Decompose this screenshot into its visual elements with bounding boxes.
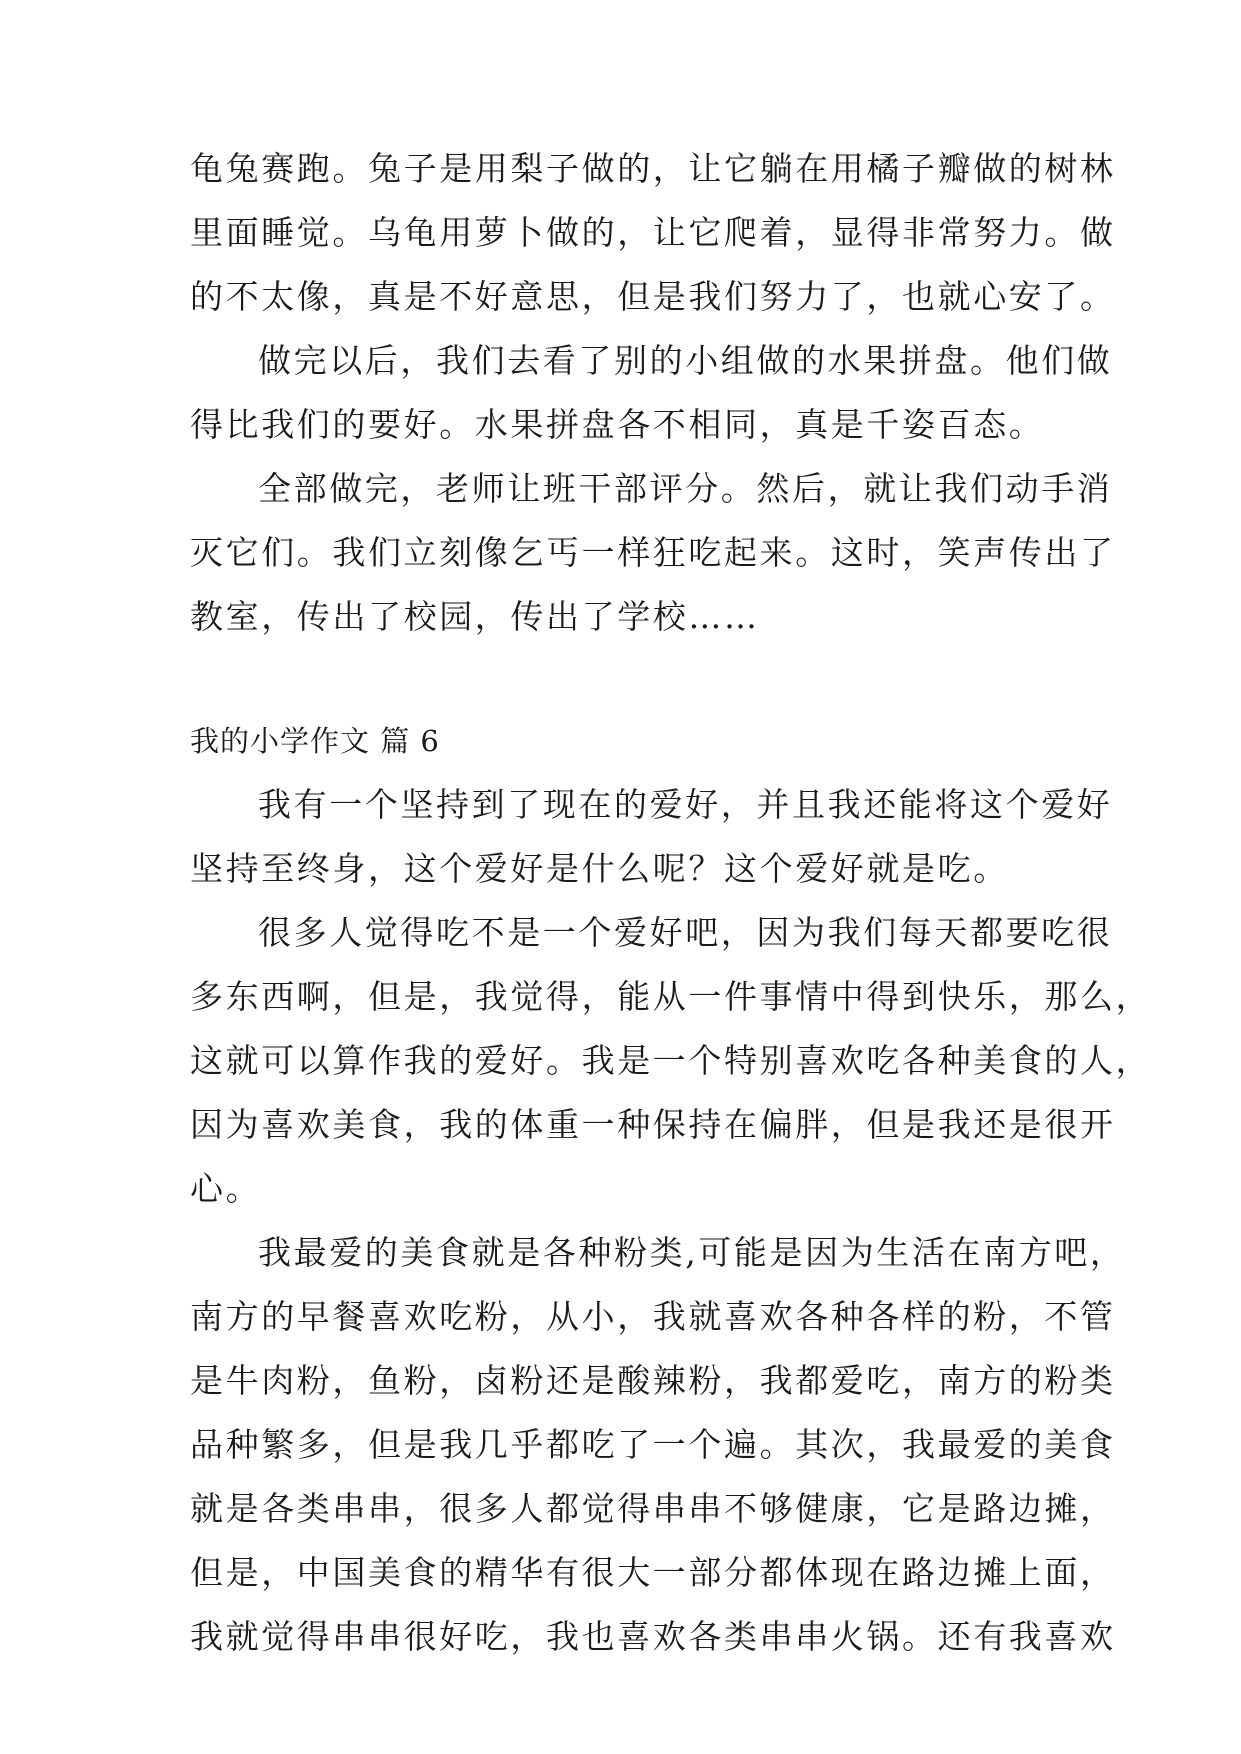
paragraph-line: 我有一个坚持到了现在的爱好，并且我还能将这个爱好 — [258, 785, 1113, 824]
paragraph-line: 灭它们。我们立刻像乞丐一样狂吃起来。这时，笑声传出了 — [190, 533, 1116, 572]
document-page — [190, 137, 1152, 1669]
paragraph-line: 我最爱的美食就是各种粉类,可能是因为生活在南方吧， — [258, 1233, 1126, 1272]
paragraph-line: 的不太像，真是不好意思，但是我们努力了，也就心安了。 — [190, 277, 1116, 316]
paragraph-line: 我就觉得串串很好吃，我也喜欢各类串串火锅。还有我喜欢 — [190, 1617, 1116, 1656]
paragraph-line: 很多人觉得吃不是一个爱好吧，因为我们每天都要吃很 — [258, 913, 1113, 952]
paragraph-line: 教室，传出了校园，传出了学校…… — [190, 597, 760, 636]
paragraph-line: 但是，中国美食的精华有很大一部分都体现在路边摊上面， — [190, 1553, 1116, 1592]
paragraph-line: 多东西啊，但是，我觉得，能从一件事情中得到快乐，那么， — [190, 977, 1152, 1016]
paragraph-line: 里面睡觉。乌龟用萝卜做的，让它爬着，显得非常努力。做 — [190, 213, 1116, 252]
paragraph-line: 龟兔赛跑。兔子是用梨子做的，让它躺在用橘子瓣做的树林 — [190, 149, 1116, 188]
paragraph-line: 全部做完，老师让班干部评分。然后，就让我们动手消 — [258, 469, 1113, 508]
paragraph-line: 做完以后，我们去看了别的小组做的水果拼盘。他们做 — [258, 341, 1113, 380]
paragraph-line: 南方的早餐喜欢吃粉，从小，我就喜欢各种各样的粉，不管 — [190, 1297, 1116, 1336]
paragraph-line: 就是各类串串，很多人都觉得串串不够健康，它是路边摊， — [190, 1489, 1116, 1528]
paragraph-line: 因为喜欢美食，我的体重一种保持在偏胖，但是我还是很开 — [190, 1105, 1116, 1144]
paragraph-line: 品种繁多，但是我几乎都吃了一个遍。其次，我最爱的美食 — [190, 1425, 1116, 1464]
paragraph-line: 心。 — [190, 1169, 262, 1208]
paragraph-line: 这就可以算作我的爱好。我是一个特别喜欢吃各种美食的人， — [190, 1041, 1152, 1080]
paragraph-line: 得比我们的要好。水果拼盘各不相同，真是千姿百态。 — [190, 405, 1045, 444]
paragraph-line: 是牛肉粉，鱼粉，卤粉还是酸辣粉，我都爱吃，南方的粉类 — [190, 1361, 1116, 1400]
paragraph-line: 坚持至终身，这个爱好是什么呢？这个爱好就是吃。 — [190, 849, 1009, 888]
essay-title: 我的小学作文 篇 6 — [190, 724, 440, 758]
